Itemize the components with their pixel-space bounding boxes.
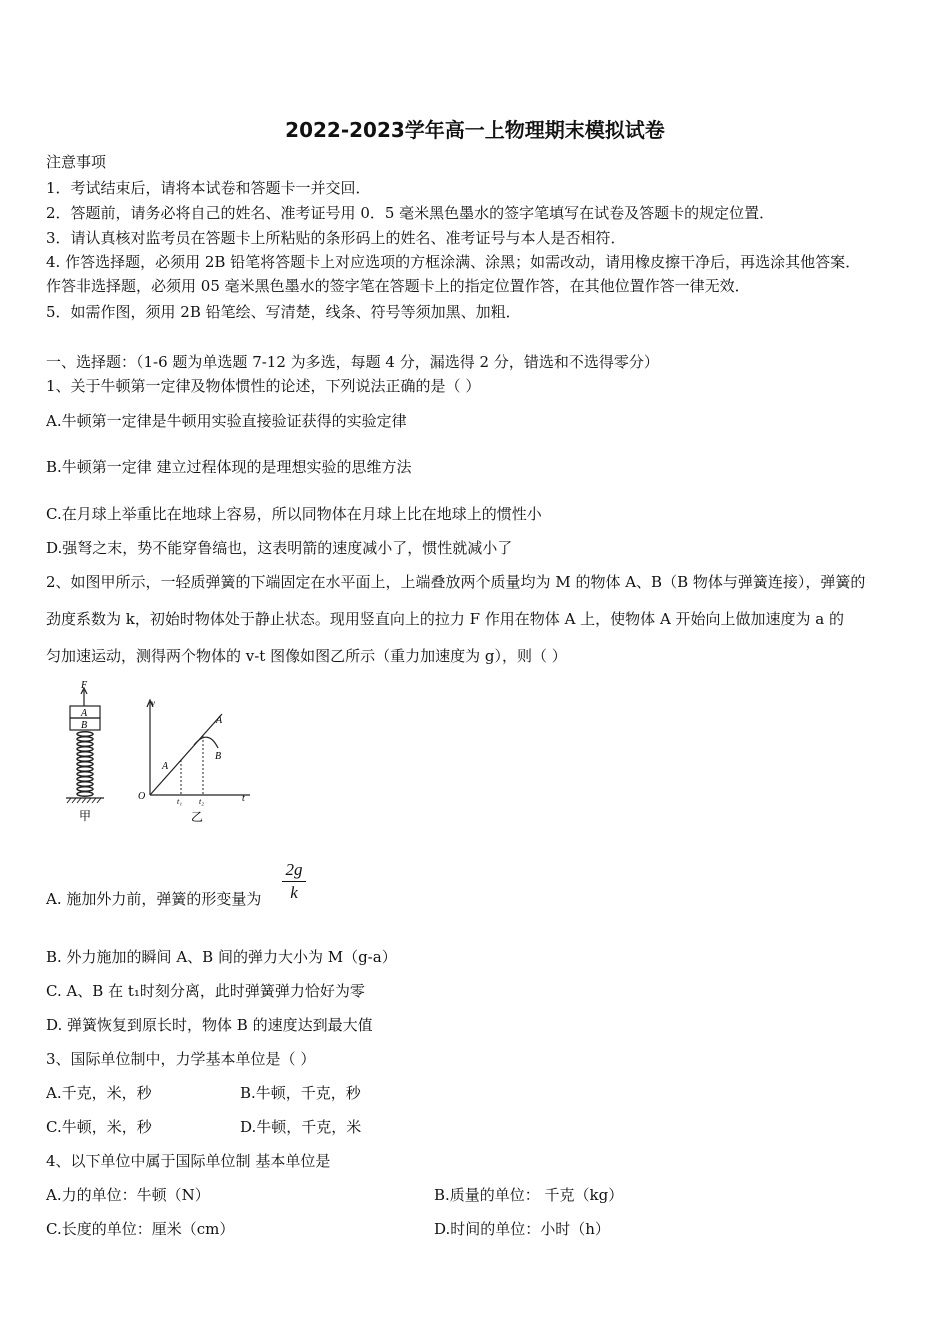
q4-stem: 4、以下单位中属于国际单位制 基本单位是 [46, 1152, 331, 1170]
notice-item-2: 2．答题前，请务必将自己的姓名、准考证号用 0．5 毫米黑色墨水的签字笔填写在试卷及答题卡的规定位置． [46, 204, 775, 222]
label-t: t [242, 793, 245, 804]
label-jia: 甲 [79, 809, 92, 823]
notice-item-4: 4. 作答选择题，必须用 2B 铅笔将答题卡上对应选项的方框涂满、涂黑；如需改动，请用橡皮擦干净后，再选涂其他答案． [46, 253, 861, 271]
notice-item-5: 5．如需作图，须用 2B 铅笔绘、写清楚，线条、符号等须加黑、加粗． [46, 303, 521, 321]
label-block-b: B [81, 720, 88, 731]
q3-option-b: B.牛顿，千克，秒 [240, 1084, 361, 1102]
q4-option-b: B.质量的单位： 千克（kg） [434, 1186, 624, 1204]
q2-figure [58, 676, 268, 826]
label-t2: t₂ [199, 797, 205, 806]
q1-option-b: B.牛顿第一定律 建立过程体现的是理想实验的思维方法 [46, 458, 412, 476]
q4-option-d: D.时间的单位：小时（h） [434, 1220, 610, 1238]
q4-option-c: C.长度的单位：厘米（cm） [46, 1220, 235, 1238]
spring-coil [77, 732, 93, 796]
q2-stem-line3: 匀加速运动，测得两个物体的 v-t 图像如图乙所示（重力加速度为 g），则（ ） [46, 647, 567, 665]
q3-stem: 3、国际单位制中，力学基本单位是（ ） [46, 1050, 316, 1068]
q1-option-d: D.强弩之末，势不能穿鲁缟也，这表明箭的速度减小了，惯性就减小了 [46, 539, 513, 557]
q2-stem-line2: 劲度系数为 k，初始时物体处于静止状态。现用竖直向上的拉力 F 作用在物体 A 上，使物体 A 开始向上做加速度为 a 的 [46, 610, 845, 628]
fraction-numerator: 2g [282, 860, 306, 882]
label-curve-b: B [215, 751, 222, 762]
q3-option-c: C.牛顿，米，秒 [46, 1118, 152, 1136]
exam-title: 2022-2023学年高一上物理期末模拟试卷 [285, 118, 665, 142]
q1-option-a: A.牛顿第一定律是牛顿用实验直接验证获得的实验定律 [46, 412, 407, 430]
q2-option-a-fraction [282, 860, 306, 903]
q2-option-b: B. 外力施加的瞬间 A、B 间的弹力大小为 M（g-a） [46, 948, 397, 966]
q4-option-a: A.力的单位：牛顿（N） [46, 1186, 210, 1204]
q3-option-d: D.牛顿，千克，米 [240, 1118, 362, 1136]
label-segment-a: A [162, 761, 169, 772]
q2-option-a: A. 施加外力前，弹簧的形变量为 [46, 890, 262, 908]
curve-b [194, 737, 218, 748]
q1-stem: 1、关于牛顿第一定律及物体惯性的论述，下列说法正确的是（ ） [46, 377, 481, 395]
label-t1: t₁ [177, 797, 183, 806]
ground-hatch [67, 798, 101, 803]
fraction-denominator: k [290, 883, 298, 902]
line-a [150, 714, 222, 795]
label-yi: 乙 [191, 810, 204, 824]
notice-heading: 注意事项 [46, 153, 107, 171]
vt-graph [147, 700, 250, 795]
q2-option-d: D. 弹簧恢复到原长时，物体 B 的速度达到最大值 [46, 1016, 373, 1034]
spring-diagram [66, 688, 104, 803]
q2-stem-line1: 2、如图甲所示，一轻质弹簧的下端固定在水平面上，上端叠放两个质量均为 M 的物体 A、B（B 物体与弹簧连接），弹簧的 [46, 573, 866, 591]
q3-option-a: A.千克，米，秒 [46, 1084, 152, 1102]
label-block-a: A [81, 708, 88, 719]
label-v: v [151, 698, 155, 708]
label-origin: O [138, 791, 146, 802]
notice-item-4-cont: 作答非选择题，必须用 05 毫米黑色墨水的签字笔在答题卡上的指定位置作答，在其他位置作答一律无效． [46, 277, 750, 295]
q1-option-c: C.在月球上举重比在地球上容易，所以同物体在月球上比在地球上的惯性小 [46, 505, 542, 523]
notice-item-1: 1．考试结束后，请将本试卷和答题卡一并交回． [46, 179, 371, 197]
section-heading: 一、选择题：（1-6 题为单选题 7-12 为多选，每题 4 分，漏选得 2 分，错选和不选得零分） [46, 353, 659, 371]
q2-option-c: C. A、B 在 t₁时刻分离，此时弹簧弹力恰好为零 [46, 982, 365, 1000]
label-f: F [81, 680, 88, 691]
notice-item-3: 3．请认真核对监考员在答题卡上所粘贴的条形码上的姓名、准考证号与本人是否相符． [46, 229, 626, 247]
label-line-a: A [216, 715, 223, 726]
